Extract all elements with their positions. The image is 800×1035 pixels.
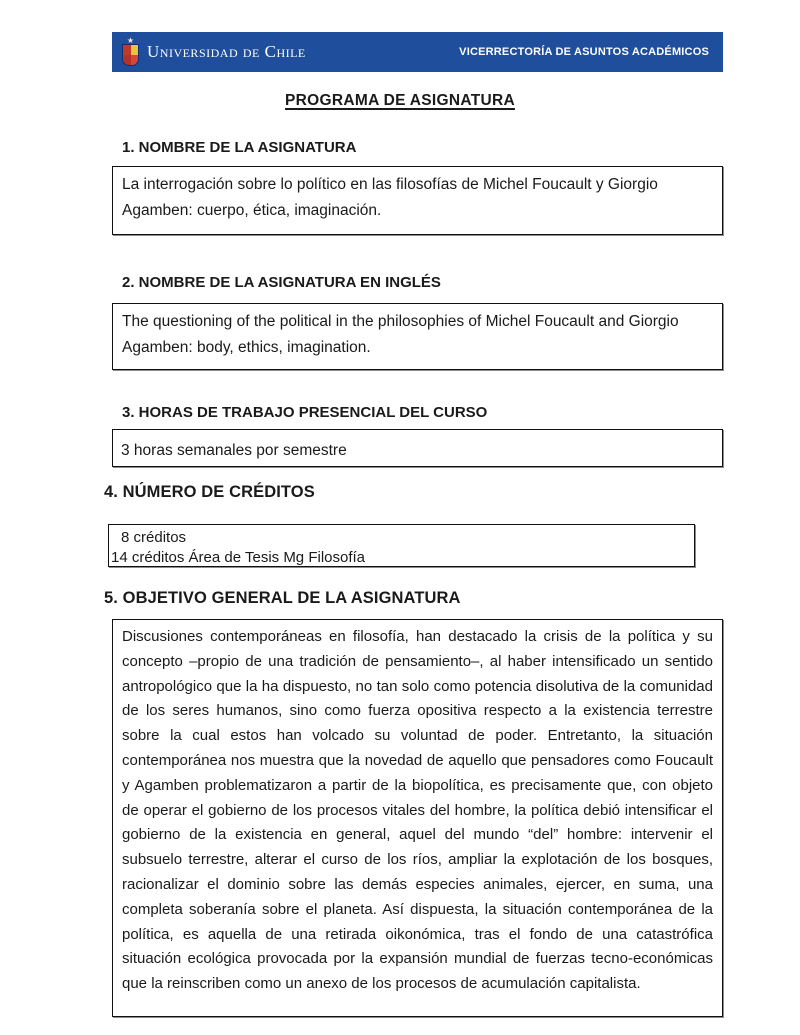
credits-line-1: 8 créditos — [121, 529, 187, 546]
crest-shield-icon — [122, 44, 139, 66]
credits-line-2: 14 créditos Área de Tesis Mg Filosofía — [111, 548, 366, 566]
office-name: VICERRECTORÍA DE ASUNTOS ACADÉMICOS — [459, 46, 709, 58]
section-3-heading: 3. HORAS DE TRABAJO PRESENCIAL DEL CURSO — [122, 404, 488, 421]
page-title: PROGRAMA DE ASIGNATURA — [285, 92, 515, 109]
section-2-heading: 2. NOMBRE DE LA ASIGNATURA EN INGLÉS — [122, 274, 441, 291]
section-5-content-box — [112, 619, 723, 1017]
section-5-content: Discusiones contemporáneas en filosofía, han destacado la crisis de la política y su concepto –propio de una tradición de pensamiento–, al haber intensificado un sentido antropológico que la ha dispuesto, no tan solo como potencia disolutiva de la comunidad de los seres humanos, sino como fuerza opositiva respecto a la existencia terrestre sobre la cual estos han volcado su voluntad de poder. Entretanto, la situación contemporánea nos muestra que la novedad de aquello que pensadores como Foucault y Agamben problematizaron a partir de la biopolítica, es precisamente que, con objeto de operar el gobierno de los procesos vitales del hombre, la política debió intensificar el gobierno de la existencia en general, aquel del mundo “del” hombre: intervenir el subsuelo terrestre, alterar el curso de los ríos, ampliar la explotación de los bosques, racionalizar el dominio sobre las demás especies animales, ejercer, en suma, una completa soberanía sobre el planeta. Así dispuesta, la situación contemporánea de la política, es aquella de una retirada oikonómica, tras el fondo de una catastrófica situación ecológica provocada por la expansión mundial de fuerzas tecno-económicas que la reinscriben como un anexo de los procesos de acumulación capitalista. — [122, 628, 713, 993]
section-4-heading: 4. NÚMERO DE CRÉDITOS — [104, 483, 315, 501]
section-5-heading: 5. OBJETIVO GENERAL DE LA ASIGNATURA — [104, 589, 461, 607]
section-1-heading: 1. NOMBRE DE LA ASIGNATURA — [122, 139, 357, 156]
section-1-content: La interrogación sobre lo político en las filosofías de Michel Foucault y Giorgio Agamben: cuerpo, ética, imaginación. — [122, 176, 658, 219]
section-1-content-box — [112, 166, 723, 235]
section-2-content: The questioning of the political in the philosophies of Michel Foucault and Giorgio Agamben: body, ethics, imagination. — [122, 313, 679, 356]
university-name: Universidad de Chile — [147, 42, 306, 61]
section-4-content-box — [108, 524, 695, 567]
crest-star-icon: ★ — [126, 35, 135, 45]
university-crest-icon — [122, 37, 139, 66]
section-3-content-box — [112, 429, 723, 467]
header-bar — [112, 32, 723, 72]
header-left — [122, 35, 306, 66]
section-3-content: 3 horas semanales por semestre — [121, 442, 347, 459]
section-2-content-box — [112, 303, 723, 370]
